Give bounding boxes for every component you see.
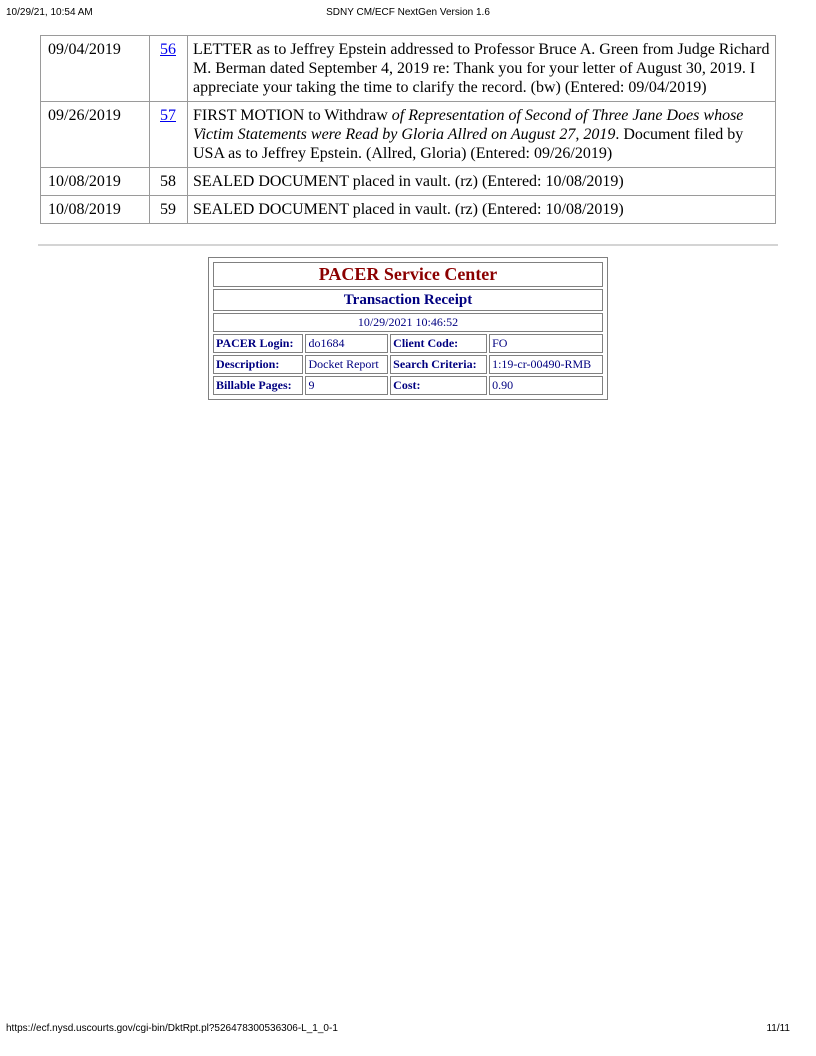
docket-text-main: SEALED DOCUMENT placed in vault. (rz) (Entered: 10/08/2019) — [193, 201, 624, 218]
print-footer — [0, 1023, 816, 1037]
search-criteria-label: Search Criteria: — [390, 355, 487, 374]
login-label: PACER Login: — [213, 334, 303, 353]
docket-text — [188, 196, 776, 224]
docket-date: 10/08/2019 — [41, 196, 150, 224]
login-value: do1684 — [305, 334, 388, 353]
receipt-title: PACER Service Center — [213, 262, 603, 287]
docket-text-main: LETTER as to Jeffrey Epstein addressed to Professor Bruce A. Green from Judge Richard M. Berman dated September 4, 2019 re: Thank you for your letter of August 30, 2019. I appreciate your taking the time to clarify the record. (bw) (Entered: 09/04/2019) — [193, 41, 770, 96]
docket-number — [150, 102, 188, 168]
billable-pages-value: 9 — [305, 376, 388, 395]
docket-row — [41, 36, 776, 102]
page-url: https://ecf.nysd.uscourts.gov/cgi-bin/DktRpt.pl?526478300536306-L_1_0-1 — [6, 1023, 338, 1034]
receipt-subtitle: Transaction Receipt — [213, 289, 603, 311]
print-page-title: SDNY CM/ECF NextGen Version 1.6 — [326, 7, 490, 18]
docket-row — [41, 102, 776, 168]
description-label: Description: — [213, 355, 303, 374]
docket-number — [150, 36, 188, 102]
docket-date: 09/04/2019 — [41, 36, 150, 102]
client-code-value: FO — [489, 334, 603, 353]
docket-date: 10/08/2019 — [41, 168, 150, 196]
docket-row — [41, 168, 776, 196]
docket-date: 09/26/2019 — [41, 102, 150, 168]
docket-number-link[interactable]: 57 — [160, 107, 176, 124]
search-criteria-value: 1:19-cr-00490-RMB — [489, 355, 603, 374]
docket-text — [188, 102, 776, 168]
cost-value: 0.90 — [489, 376, 603, 395]
description-value: Docket Report — [305, 355, 388, 374]
cost-label: Cost: — [390, 376, 487, 395]
docket-text — [188, 168, 776, 196]
page-number: 11/11 — [766, 1023, 790, 1034]
docket-text-tail: . Document filed by USA as to Jeffrey Epstein. (Allred, Gloria) (Entered: 09/26/2019) — [193, 126, 744, 162]
docket-row — [41, 196, 776, 224]
receipt-table — [211, 260, 605, 397]
docket-number: 58 — [150, 168, 188, 196]
docket-text-main: FIRST MOTION to Withdraw — [193, 107, 392, 124]
transaction-receipt — [208, 257, 608, 400]
section-divider — [38, 244, 778, 246]
docket-text-italic: of Representation of Second of Three Jane Does whose Victim Statements were Read by Gloria Allred on August 27, 2019 — [193, 107, 744, 143]
print-timestamp: 10/29/21, 10:54 AM — [6, 7, 93, 18]
client-code-label: Client Code: — [390, 334, 487, 353]
docket-text — [188, 36, 776, 102]
billable-pages-label: Billable Pages: — [213, 376, 303, 395]
receipt-timestamp: 10/29/2021 10:46:52 — [213, 313, 603, 332]
docket-table — [40, 35, 776, 224]
docket-number-link[interactable]: 56 — [160, 41, 176, 58]
docket-number: 59 — [150, 196, 188, 224]
print-header — [0, 7, 816, 21]
docket-text-main: SEALED DOCUMENT placed in vault. (rz) (Entered: 10/08/2019) — [193, 173, 624, 190]
